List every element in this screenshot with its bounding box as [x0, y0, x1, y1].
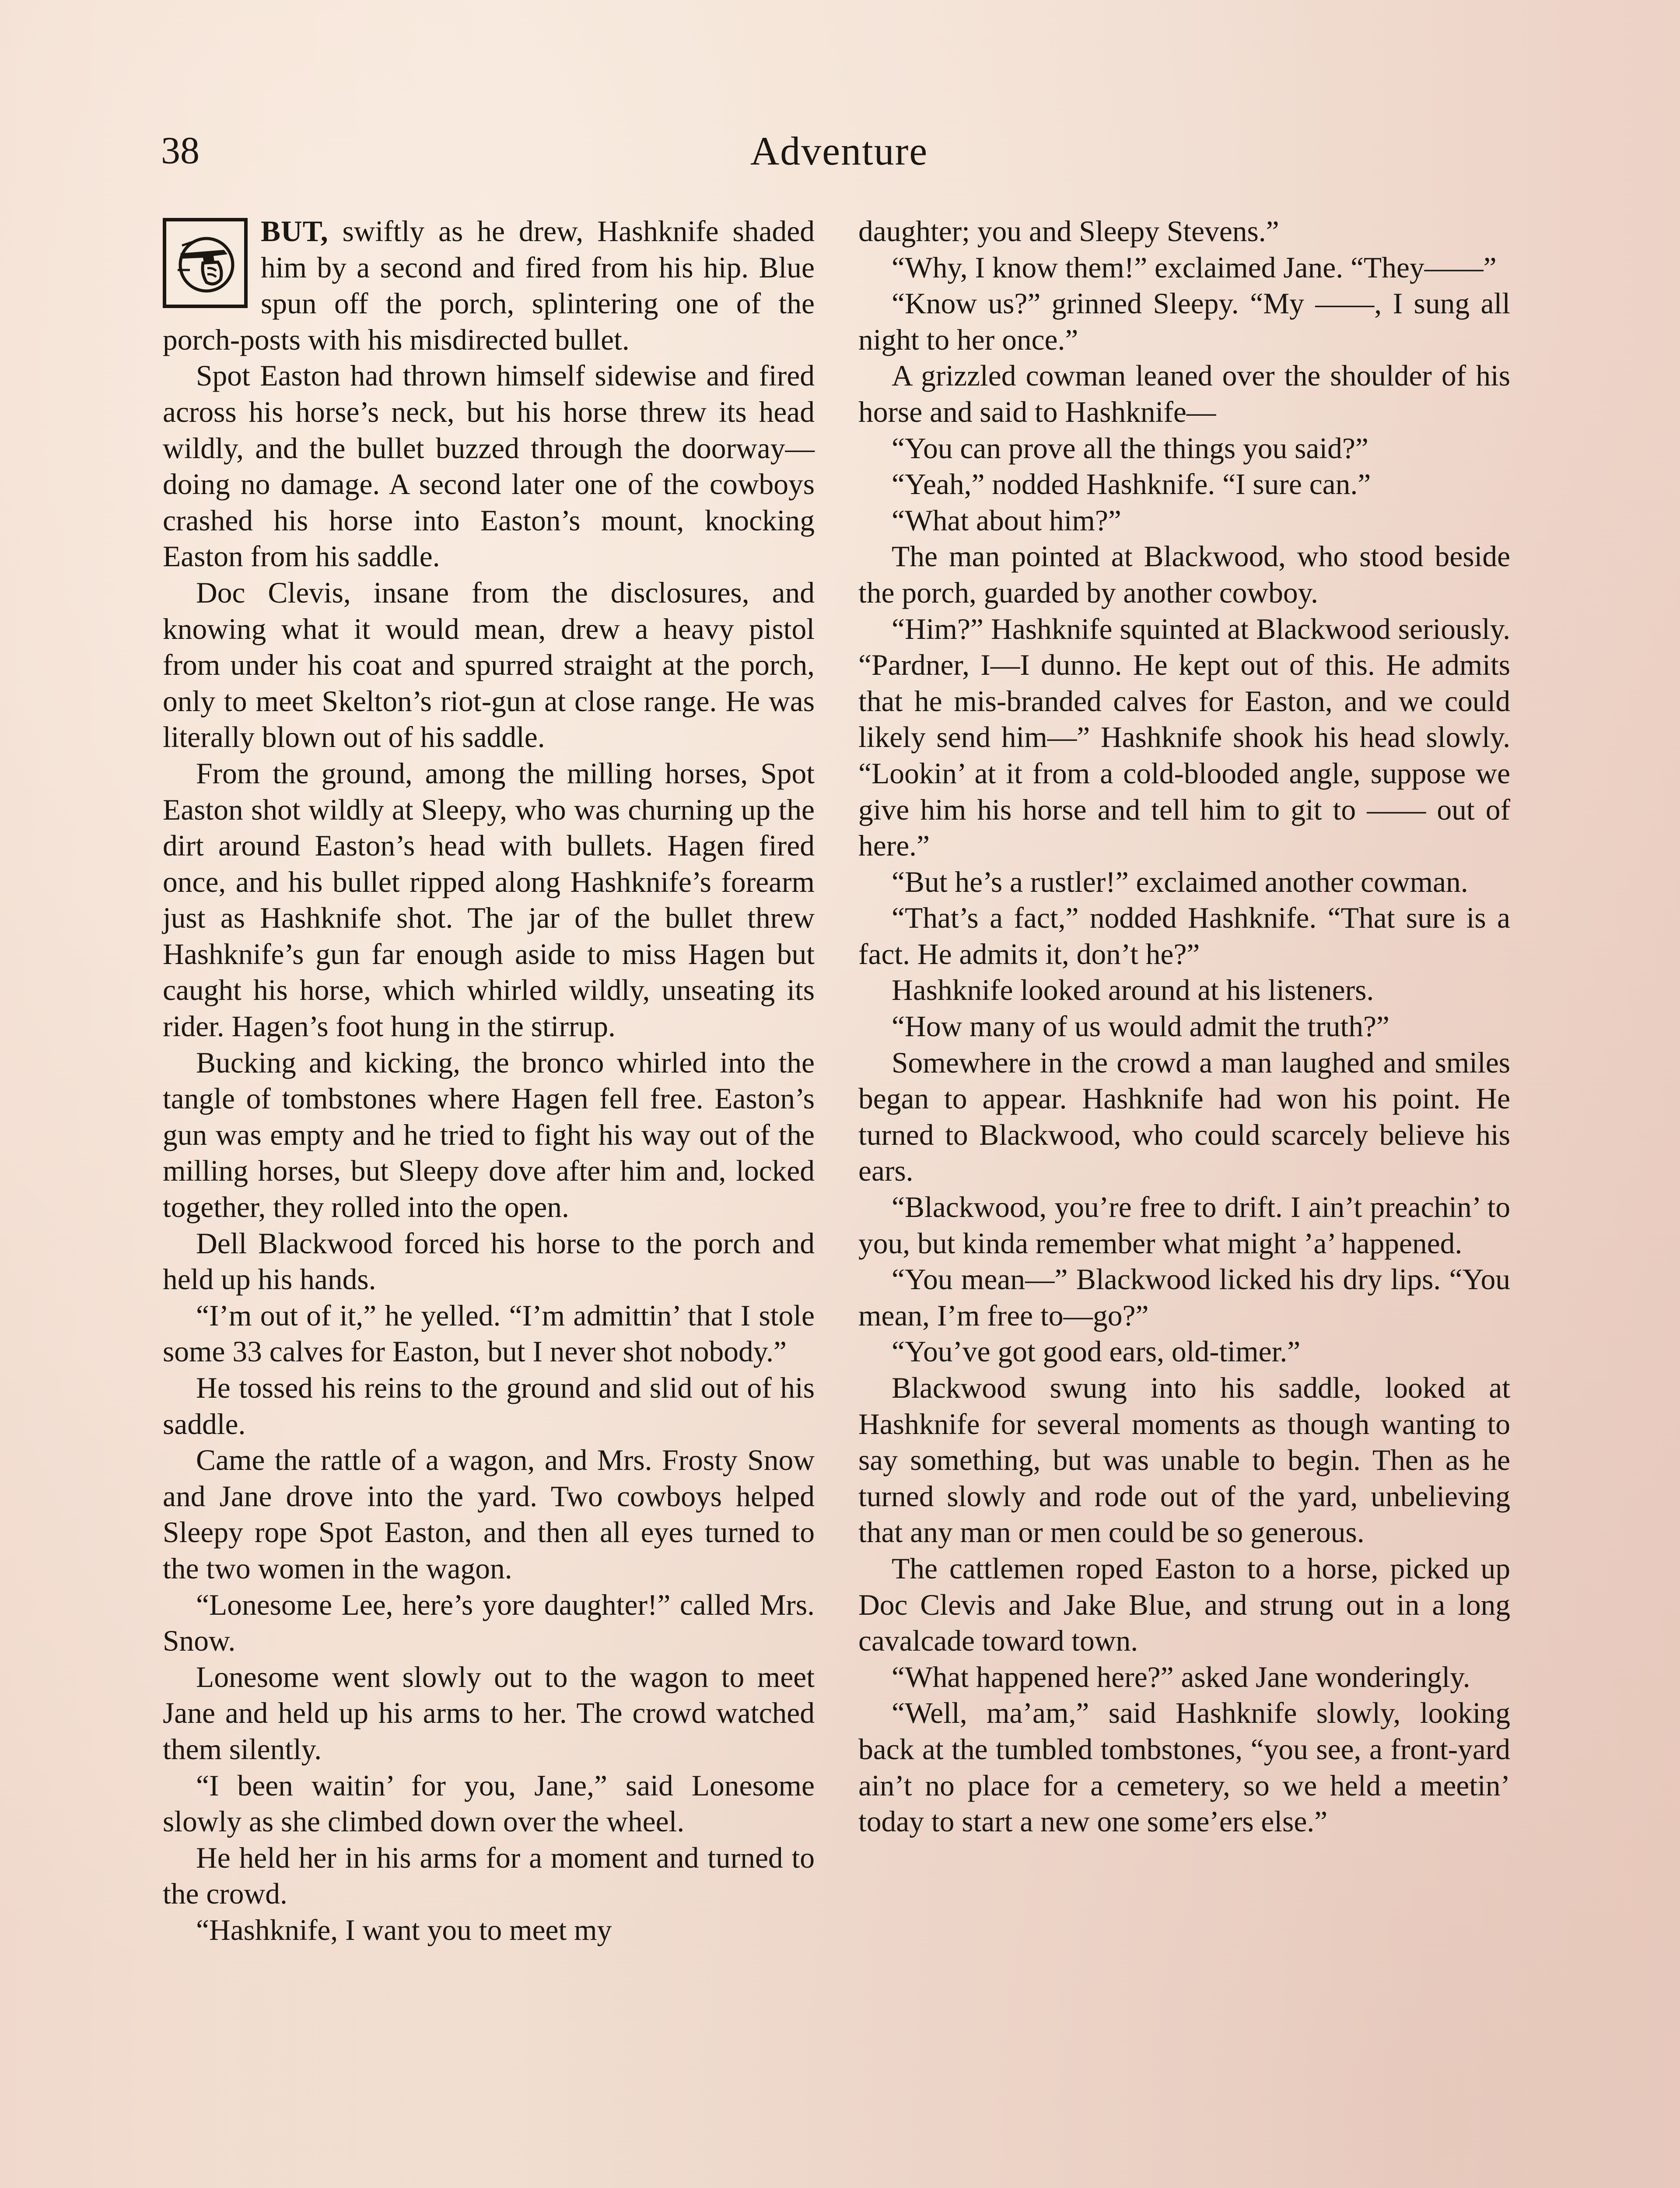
- paragraph: Bucking and kicking, the bronco whirled into the tangle of tombstones where Hagen fell free. Easton’s gun was empty and he tried to fight his way out of the milling horses, but Sleepy dove after him and, locked together, they rolled into the open.: [163, 1046, 815, 1224]
- continued-paragraph: daughter; you and Sleepy Stevens.”: [858, 215, 1279, 248]
- paragraph: From the ground, among the milling horses, Spot Easton shot wildly at Sleepy, who was churning up the dirt around Easton’s head with bullets. Hagen fired once, and his bullet ripped along Hashknife’s forearm just as Hashknife shot. The jar of the bullet threw Hashknife’s gun far enough aside to miss Hagen but caught his horse, which whirled wildly, unseating its rider. Hagen’s foot hung in the stirrup.: [163, 757, 815, 1043]
- paragraph: “You can prove all the things you said?”: [892, 431, 1368, 465]
- paragraph: “Hashknife, I want you to meet my: [196, 1913, 612, 1946]
- paragraph: Dell Blackwood forced his horse to the porch and held up his hands.: [163, 1227, 815, 1296]
- paragraph: He tossed his reins to the ground and slid out of his saddle.: [163, 1371, 815, 1441]
- paragraph: “What about him?”: [892, 504, 1121, 537]
- gun-hand-icon: [163, 218, 248, 308]
- paragraph: “Yeah,” nodded Hashknife. “I sure can.”: [892, 468, 1371, 501]
- paragraph: The man pointed at Blackwood, who stood beside the porch, guarded by another cowboy.: [858, 540, 1510, 609]
- paragraph: “I’m out of it,” he yelled. “I’m admittin’ that I stole some 33 calves for Easton, but I never shot nobody.”: [163, 1299, 815, 1368]
- opening-paragraph-text: swiftly as he drew, Hashknife shaded him by a second and fired from his hip. Blue spun off the porch, splintering one of the porch-posts with his misdirected bullet.: [163, 215, 815, 356]
- paragraph: “I been waitin’ for you, Jane,” said Lonesome slowly as she climbed down over the wheel.: [163, 1769, 815, 1838]
- paragraph: “How many of us would admit the truth?”: [892, 1010, 1390, 1043]
- left-column: [163, 214, 815, 1949]
- paragraph: “You’ve got good ears, old-timer.”: [892, 1335, 1301, 1368]
- lead-word: BUT,: [261, 215, 329, 248]
- paragraph: The cattlemen roped Easton to a horse, picked up Doc Clevis and Jake Blue, and strung out in a long cavalcade toward town.: [858, 1552, 1510, 1658]
- paragraph: “Lonesome Lee, here’s yore daughter!” called Mrs. Snow.: [163, 1588, 815, 1658]
- page-header: [161, 127, 1517, 175]
- paragraph: “Know us?” grinned Sleepy. “My ——, I sung all night to her once.”: [858, 287, 1510, 356]
- opening-paragraph: [163, 214, 815, 358]
- paragraph: Lonesome went slowly out to the wagon to meet Jane and held up his arms to her. The crowd watched them silently.: [163, 1660, 815, 1766]
- paragraph: Blackwood swung into his saddle, looked at Hashknife for several moments as though wanting to say something, but was unable to begin. Then as he turned slowly and rode out of the yard, unbelieving that any man or men could be so generous.: [858, 1371, 1510, 1549]
- paragraph: “Him?” Hashknife squinted at Blackwood seriously. “Pardner, I—I dunno. He kept out of this. He admits that he mis-branded calves for Easton, and we could likely send him—” Hashknife shook his head slowly. “Lookin’ at it from a cold-blooded angle, suppose we give him his horse and tell him to git to —— out of here.”: [858, 612, 1510, 863]
- paragraph: “Blackwood, you’re free to drift. I ain’t preachin’ to you, but kinda remember what might ’a’ happened.: [858, 1191, 1510, 1260]
- paragraph: “What happened here?” asked Jane wonderingly.: [892, 1660, 1470, 1694]
- paragraph: Doc Clevis, insane from the disclosures, and knowing what it would mean, drew a heavy pistol from under his coat and spurred straight at the porch, only to meet Skelton’s riot-gun at close range. He was literally blown out of his saddle.: [163, 576, 815, 754]
- paragraph: “You mean—” Blackwood licked his dry lips. “You mean, I’m free to—go?”: [858, 1263, 1510, 1332]
- paragraph: “Why, I know them!” exclaimed Jane. “They——”: [892, 251, 1497, 284]
- paragraph: “That’s a fact,” nodded Hashknife. “That sure is a fact. He admits it, don’t he?”: [858, 901, 1510, 971]
- paragraph: He held her in his arms for a moment and turned to the crowd.: [163, 1841, 815, 1911]
- running-title: Adventure: [750, 129, 928, 173]
- paragraph: A grizzled cowman leaned over the shoulder of his horse and said to Hashknife—: [858, 359, 1510, 428]
- page-number: 38: [161, 130, 200, 172]
- paragraph: Somewhere in the crowd a man laughed and smiles began to appear. Hashknife had won his point. He turned to Blackwood, who could scarcely believe his ears.: [858, 1046, 1510, 1188]
- paragraph: Spot Easton had thrown himself sidewise and fired across his horse’s neck, but his horse threw its head wildly, and the bullet buzzed through the doorway—doing no damage. A second later one of the cowboys crashed his horse into Easton’s mount, knocking Easton from his saddle.: [163, 359, 815, 573]
- paragraph: “Well, ma’am,” said Hashknife slowly, looking back at the tumbled tombstones, “you see, a front-yard ain’t no place for a cemetery, so we held a meetin’ today to start a new one some’ers else.”: [858, 1697, 1510, 1838]
- paragraph: Came the rattle of a wagon, and Mrs. Frosty Snow and Jane drove into the yard. Two cowboys helped Sleepy rope Spot Easton, and then all eyes turned to the two women in the wagon.: [163, 1444, 815, 1585]
- paragraph: Hashknife looked around at his listeners.: [892, 974, 1374, 1007]
- paragraph: “But he’s a rustler!” exclaimed another cowman.: [892, 865, 1468, 898]
- right-column: [858, 214, 1510, 1840]
